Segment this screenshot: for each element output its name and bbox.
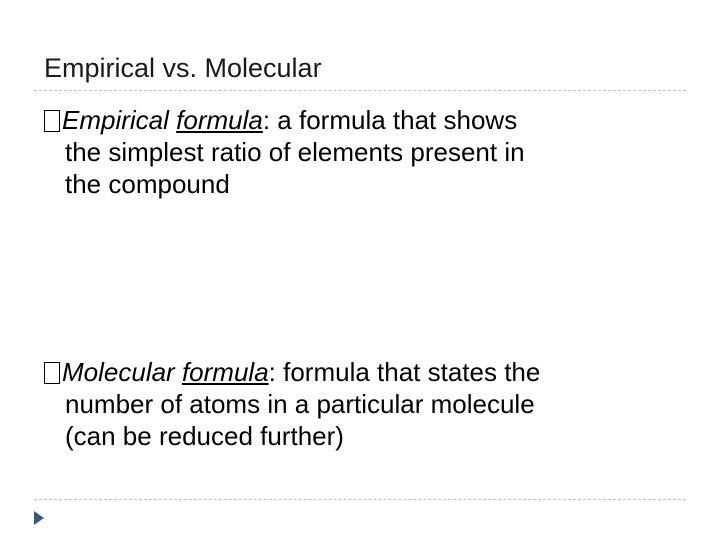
definition-line: the simplest ratio of elements present in [65,137,525,167]
bullet-empirical [44,104,684,200]
term-underlined: formula [176,105,263,135]
bullet-box-icon [44,362,60,384]
definition-line: (can be reduced further) [65,421,344,451]
bullet-first-line [44,104,684,136]
bullet-first-line [44,356,684,388]
triangle-right-icon [34,511,44,525]
definition-start: : formula that states the [268,357,541,387]
term-word: Molecular [62,357,175,387]
footer-divider [34,499,686,500]
definition-line: number of atoms in a particular molecule [65,389,535,419]
slide-title: Empirical vs. Molecular [44,53,322,83]
term-word: Empirical [62,105,169,135]
bullet-molecular [44,356,684,452]
bullet-box-icon [44,110,60,132]
term-underlined: formula [181,357,269,387]
title-divider [34,90,686,91]
definition-start: : a formula that shows [262,105,518,135]
definition-line: the compound [65,169,230,199]
